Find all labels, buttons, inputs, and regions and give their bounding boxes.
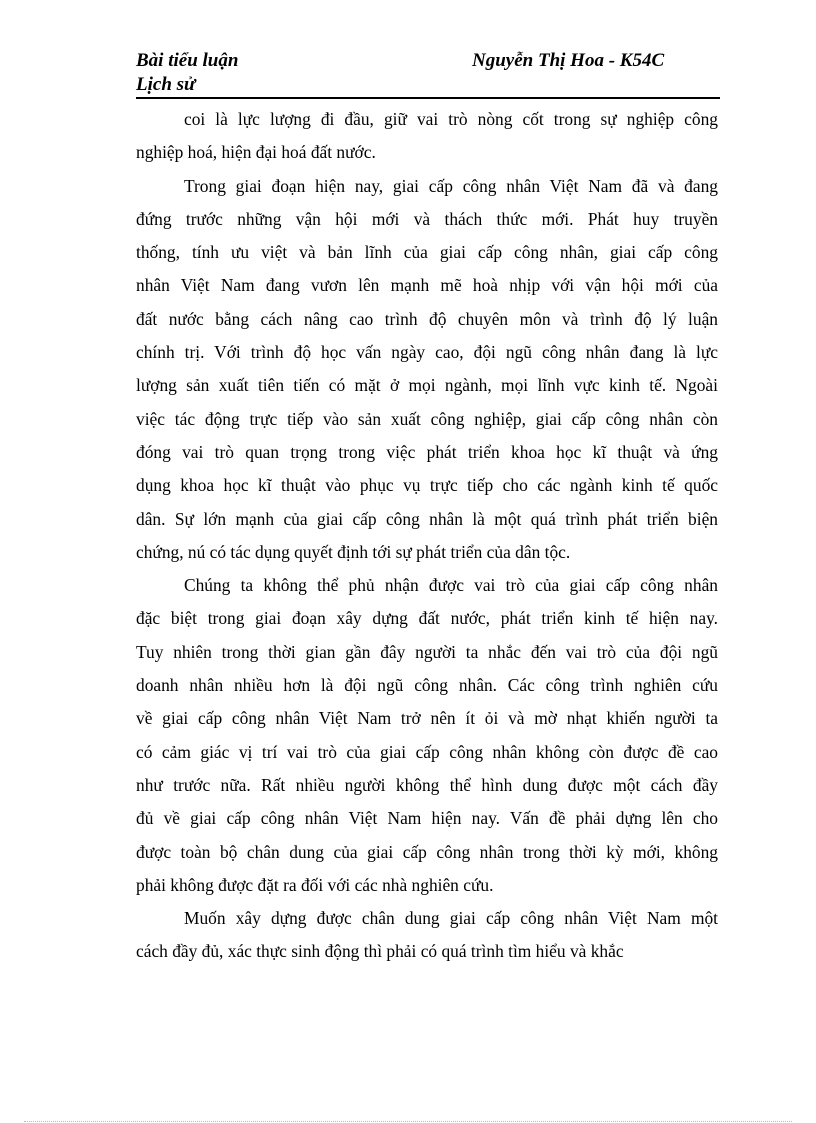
- text-line: có cảm giác vị trí vai trò của giai cấp công nhân không còn được đề cao: [136, 741, 718, 762]
- text-line: nghiệp hoá, hiện đại hoá đất nước.: [136, 142, 376, 163]
- text-line: về giai cấp công nhân Việt Nam trở nên ít ỏi và mờ nhạt khiến người ta: [136, 708, 718, 729]
- header-document-type: Bài tiểu luận: [136, 50, 239, 71]
- paragraph-first-line: Chúng ta không thể phủ nhận được vai trò của giai cấp công nhân: [184, 575, 718, 596]
- text-line: đứng trước những vận hội mới và thách thức mới. Phát huy truyền: [136, 208, 718, 229]
- header-author: Nguyễn Thị Hoa - K54C: [472, 50, 665, 71]
- header-divider: [136, 97, 720, 99]
- text-line: được toàn bộ chân dung của giai cấp công nhân trong thời kỳ mới, không: [136, 841, 718, 862]
- text-line: dụng khoa học kĩ thuật vào phục vụ trực tiếp cho các ngành kinh tế quốc: [136, 475, 718, 496]
- text-line: như trước nữa. Rất nhiều người không thể hình dung được một cách đầy: [136, 774, 718, 795]
- text-line: coi là lực lượng đi đầu, giữ vai trò nòng cốt trong sự nghiệp công: [184, 109, 718, 129]
- text-line: đóng vai trò quan trọng trong việc phát triển khoa học kĩ thuật và ứng: [136, 441, 718, 462]
- text-line: lượng sản xuất tiên tiến có mặt ở mọi ngành, mọi lĩnh vực kinh tế. Ngoài: [136, 375, 718, 396]
- header-subject: Lịch sử: [136, 74, 196, 95]
- paragraph-first-line: Trong giai đoạn hiện nay, giai cấp công nhân Việt Nam đã và đang: [184, 175, 718, 196]
- text-line: đủ về giai cấp công nhân Việt Nam hiện nay. Vấn đề phải dựng lên cho: [136, 808, 718, 829]
- text-line: thống, tính ưu việt và bản lĩnh của giai cấp công nhân, giai cấp công: [136, 242, 718, 263]
- page-header: [136, 50, 720, 100]
- text-line: đặc biệt trong giai đoạn xây dựng đất nước, phát triển kinh tế hiện nay.: [136, 608, 718, 629]
- text-line: doanh nhân nhiều hơn là đội ngũ công nhân. Các công trình nghiên cứu: [136, 675, 718, 696]
- text-line: nhân Việt Nam đang vươn lên mạnh mẽ hoà nhịp với vận hội mới của: [136, 275, 718, 296]
- paragraph-first-line: Muốn xây dựng được chân dung giai cấp công nhân Việt Nam một: [184, 908, 718, 929]
- text-line: Tuy nhiên trong thời gian gần đây người ta nhắc đến vai trò của đội ngũ: [136, 641, 718, 662]
- text-line: chứng, nú có tác dụng quyết định tới sự phát triển của dân tộc.: [136, 541, 571, 562]
- page-bottom-edge: [24, 1121, 792, 1122]
- text-line: chính trị. Với trình độ học vấn ngày cao, đội ngũ công nhân đang là lực: [136, 342, 718, 363]
- document-body: [136, 103, 718, 969]
- text-line: cách đầy đủ, xác thực sinh động thì phải có quá trình tìm hiểu và khắc: [136, 941, 624, 962]
- text-line: phải không được đặt ra đối với các nhà nghiên cứu.: [136, 874, 494, 895]
- text-line: việc tác động trực tiếp vào sản xuất công nghiệp, giai cấp công nhân còn: [136, 408, 718, 429]
- text-line: đất nước bằng cách nâng cao trình độ chuyên môn và trình độ lý luận: [136, 308, 718, 329]
- text-line: dân. Sự lớn mạnh của giai cấp công nhân là một quá trình phát triển biện: [136, 508, 718, 529]
